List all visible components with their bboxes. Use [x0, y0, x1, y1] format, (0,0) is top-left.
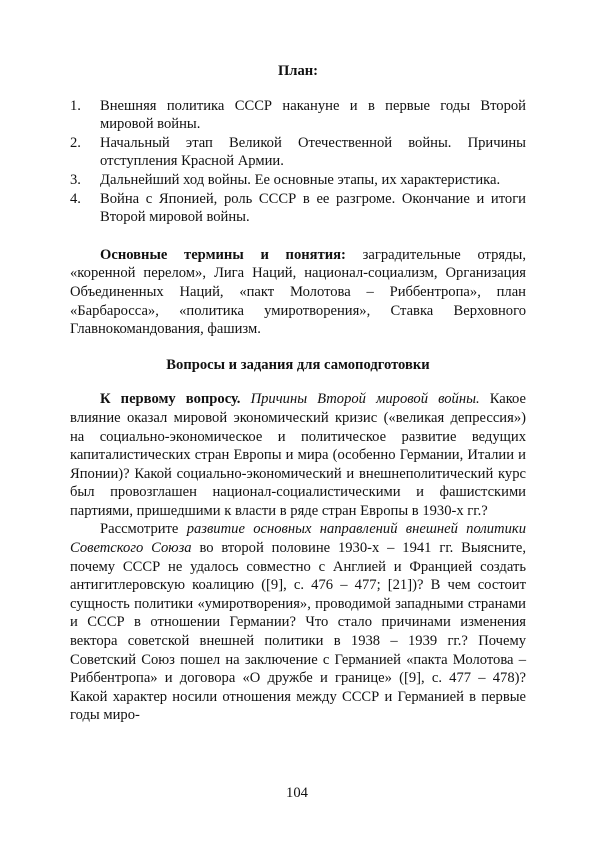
foreign-policy-topic: развитие основных направлений внешней политики Советского Союза: [70, 521, 526, 557]
terms-text: заградительные отряды, «коренной перелом», Лига Наций, национал-социализм, Организация Объединенных Наций, «пакт Молотова – Риббентропа», план «Барбаросса», «политика умиротворения», Ставка Верховного Главнокомандования, фашизм.: [70, 246, 526, 338]
terms-label: Основные термины и понятия:: [100, 246, 346, 263]
plan-item-text: Начальный этап Великой Отечественной войны. Причины отступления Красной Армии.: [100, 134, 526, 170]
foreign-policy-lead: Рассмотрите: [100, 521, 187, 538]
section-title: Вопросы и задания для самоподготовки: [166, 356, 430, 373]
foreign-policy-paragraph: [70, 520, 526, 725]
plan-item-number: 3.: [70, 171, 81, 188]
plan-item-number: 1.: [70, 97, 81, 114]
document-page: [70, 62, 526, 725]
plan-item: [70, 171, 526, 190]
plan-item-text: Внешняя политика СССР накануне и в первые годы Второй мировой войны.: [100, 97, 526, 133]
plan-item-number: 2.: [70, 134, 81, 151]
plan-item-number: 4.: [70, 190, 81, 207]
plan-item: [70, 190, 526, 227]
plan-item: [70, 134, 526, 171]
question-one-text: Какое влияние оказал мировой экономический кризис («великая депрессия») на социально-экономическое и политическое развитие ведущих капиталистических стран Европы и мира (особенно Германии, Италии и Японии)? Какой социально-экономический и внешнеполитический курс был провозглашен национал-социалистическими и фашистскими партиями, пришедшими к власти в ряде стран Европы в 1930-х гг.?: [70, 391, 527, 519]
plan-item-text: Война с Японией, роль СССР в ее разгроме. Окончание и итоги Второй мировой войны.: [100, 190, 526, 226]
plan-item: [70, 97, 526, 134]
question-one-label: К первому вопросу.: [100, 391, 241, 408]
terms-paragraph: [70, 246, 526, 339]
plan-item-text: Дальнейший ход войны. Ее основные этапы, их характеристика.: [100, 171, 501, 188]
foreign-policy-text: во второй половине 1930-х – 1941 гг. Выясните, почему СССР не удалось совместно с Англией и Францией создать антигитлеровскую коалицию ([9], с. 476 – 477; [21])? В чем состоит сущность политики «умиротворения», проводимой западными странами и СССР в отношении Германии? Что стало причинами изменения вектора советской внешней политики в 1938 – 1939 гг.? Почему Советский Союз пошел на заключение с Германией «пакта Молотова – Риббентропа» и договора «О дружбе и границе» ([9], с. 477 – 478)? Какой характер носили отношения между СССР и Германией в первые годы миро-: [70, 540, 527, 724]
plan-title: План:: [277, 63, 319, 79]
question-one-paragraph: [70, 390, 526, 520]
page-number: 104: [286, 785, 308, 801]
plan-list: [70, 97, 526, 227]
question-one-topic: Причины Второй мировой войны.: [250, 391, 480, 408]
